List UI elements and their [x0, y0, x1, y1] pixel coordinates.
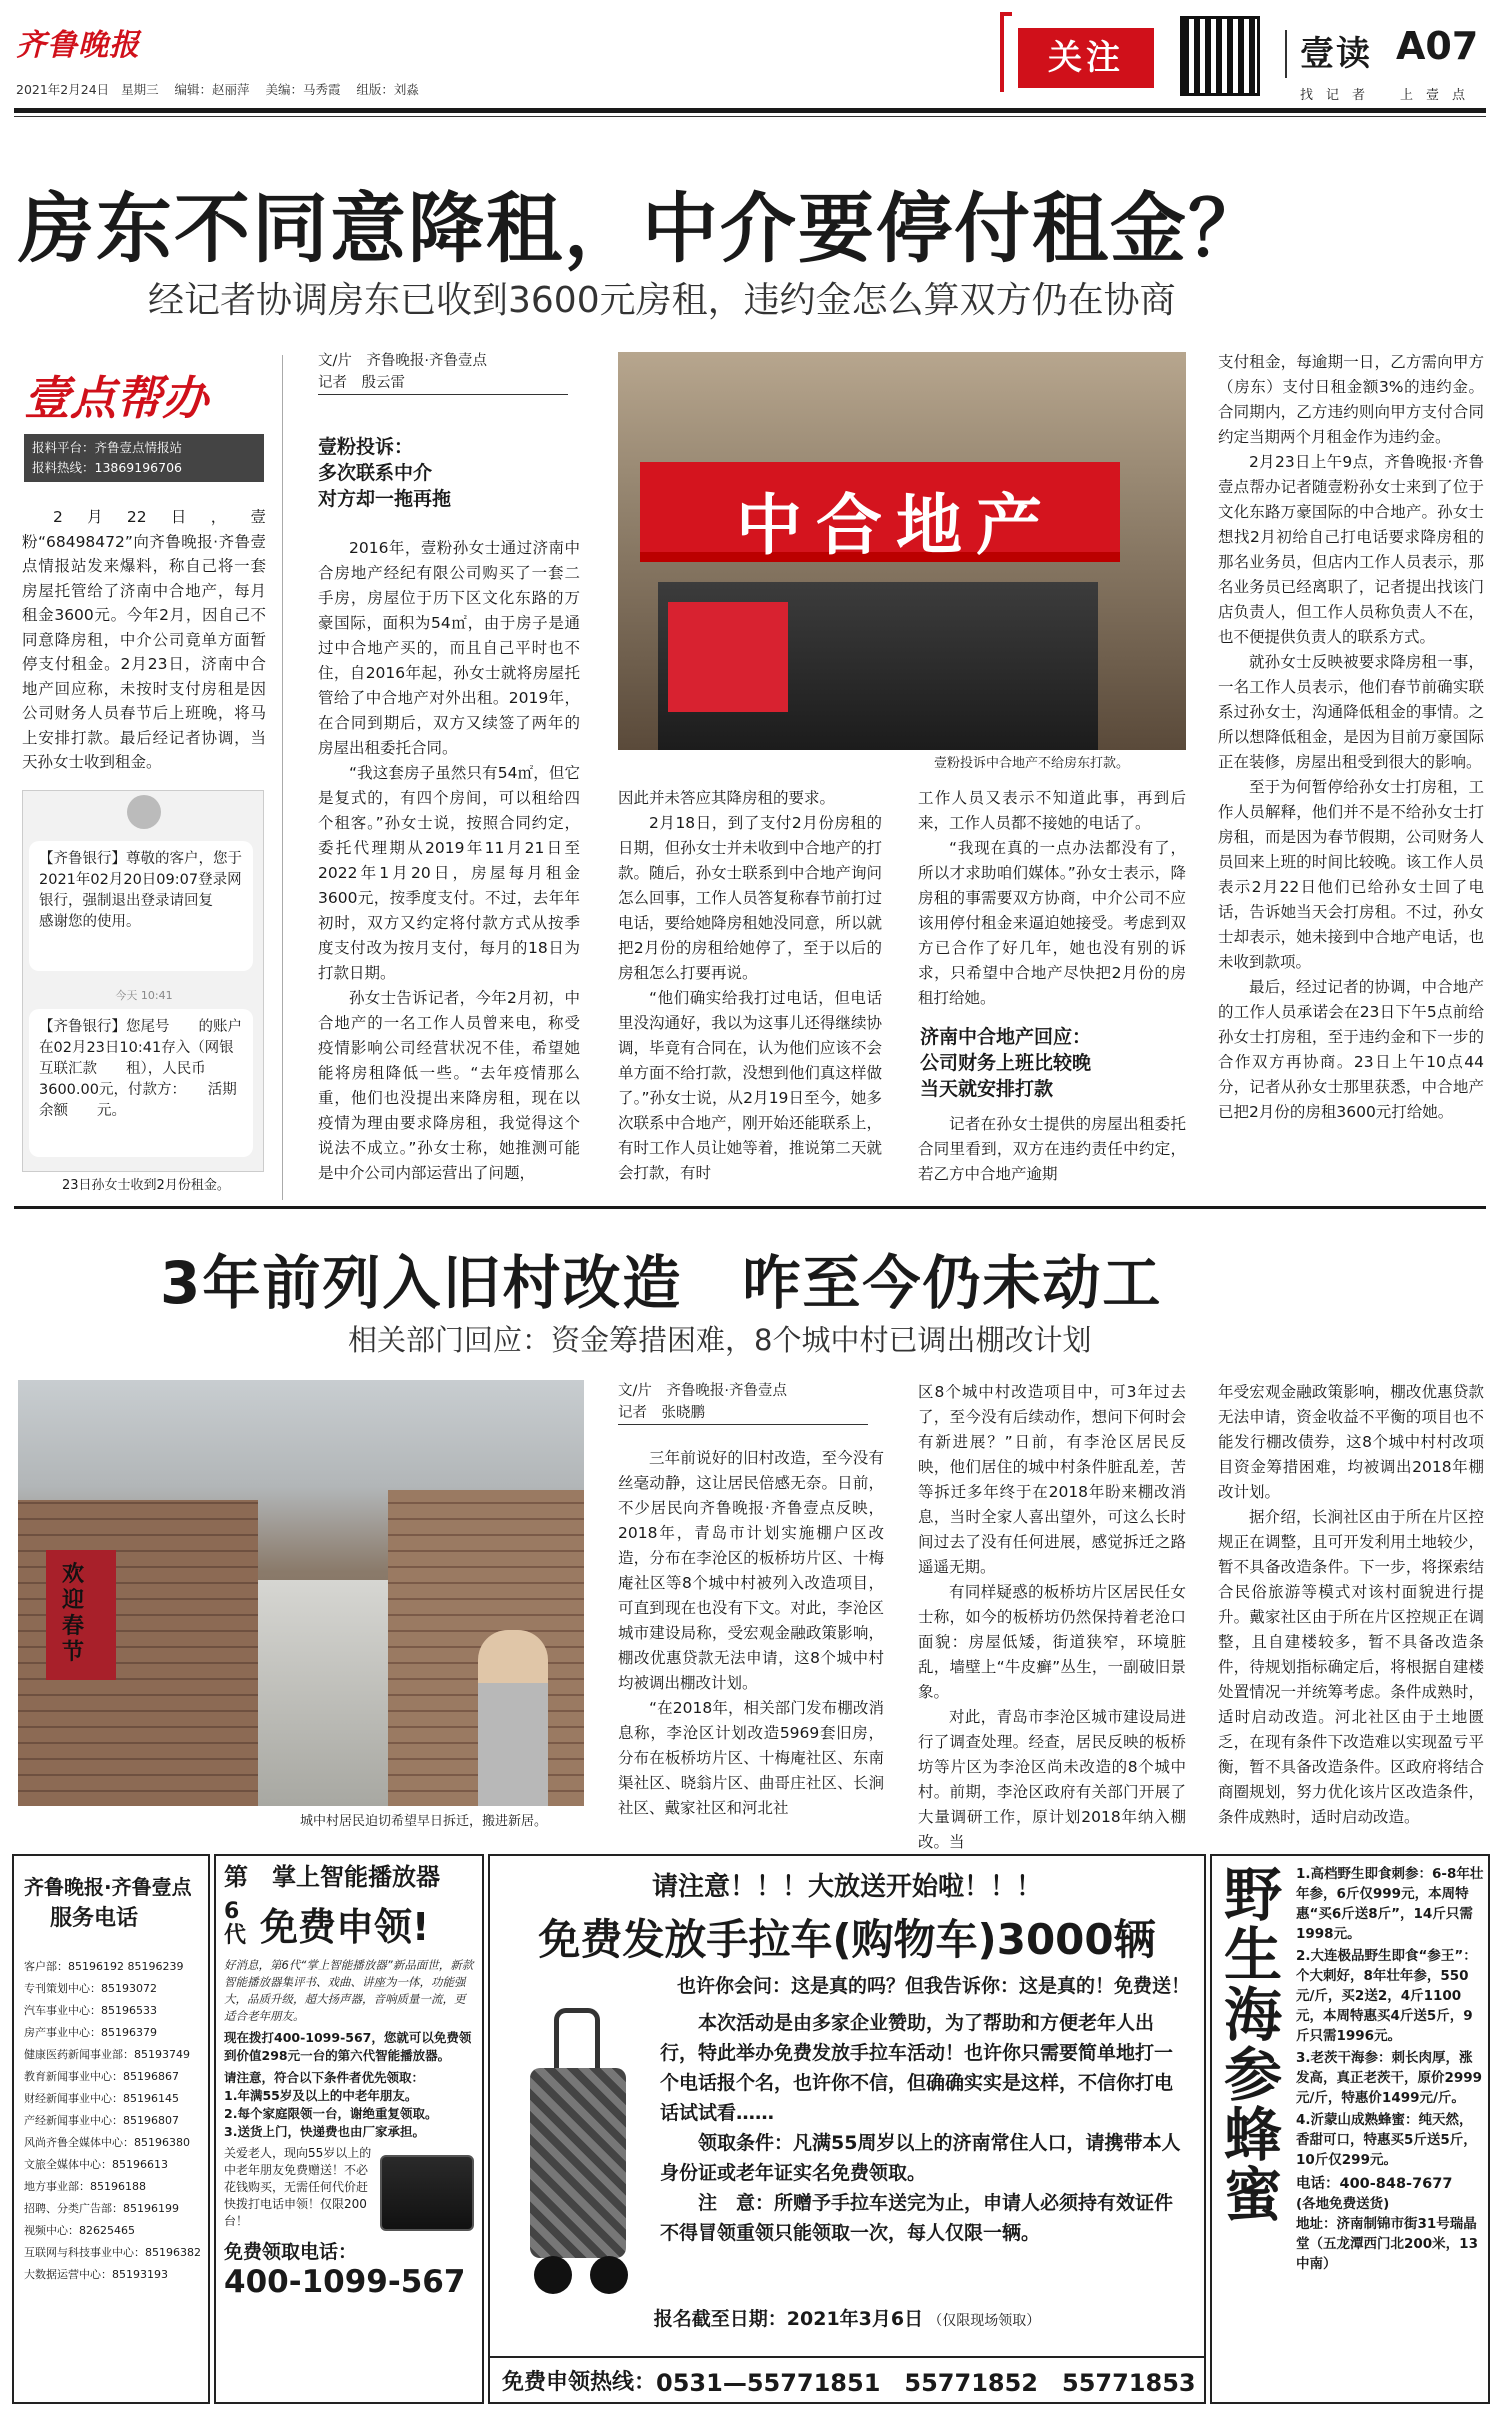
story1-col4	[1218, 350, 1484, 1125]
byline-line-1: 文/片 齐鲁晚报·齐鲁壹点	[618, 1383, 787, 1399]
service-phone-line: 房产事业中心：85196379	[24, 2026, 157, 2039]
ad-services	[12, 1854, 210, 2404]
ad-player-body: 好消息，第6代“掌上智能播放器”新品面世，新款智能播放器集评书、戏曲、讲座为一体，功能强大，品质升级，超大扬声器，音响质量一流，更适合老年朋友。	[224, 1958, 474, 2023]
section-name: 壹读	[1300, 34, 1372, 74]
page-number: A07	[1396, 24, 1479, 68]
paragraph: 2016年，壹粉孙女士通过济南中合房地产经纪有限公司购买了一套二手房，房屋位于历下区文化东路的万豪国际，面积为54㎡，由于房子是通过中合地产买的，而且自己平时也不住，自2016年起，孙女士就将房屋托管给了中合地产对外出租。2019年，在合同到期后，双方又续签了两年的房屋出租委托合同。	[318, 539, 580, 757]
service-phone-line: 地方事业部：85196188	[24, 2180, 146, 2193]
ad-services-title: 齐鲁晚报·齐鲁壹点	[24, 1875, 192, 1899]
designer-credit: 美编：马秀霞	[265, 82, 341, 97]
photo-caption: 壹粉投诉中合地产不给房东打款。	[934, 756, 1130, 771]
man-figure	[478, 1630, 548, 1806]
ad-cart-hotline: 0531—55771851 55771852 55771853	[656, 2368, 1196, 2397]
ad-player-tail: 关爱老人，现向55岁以上的中老年朋友免费赠送！不必花钱购买，无需任何代价赶快拨打电话申领！仅限200台！	[224, 2146, 372, 2228]
sub2-heading	[920, 1024, 1091, 1102]
paragraph: 据介绍，长涧社区由于所在片区控规正在调整，且可开发利用土地较少，暂不具备改造条件。下一步，将探索结合民俗旅游等模式对该村面貌进行提升。戴家社区由于所在片区控规正在调整，且自建楼较多，暂不具备改造条件，待规划指标确定后，将根据自建楼处置情况一并统筹考虑。条件成熟时，适时启动改造。河北社区由于土地匮乏，在现有条件下改造难以实现盈亏平衡，暂不具备改造条件。区政府将结合商圈规划，努力优化该片区改造条件，条件成熟时，适时启动改造。	[1218, 1508, 1484, 1826]
sub2-heading-b: 公司财务上班比较晚	[920, 1052, 1092, 1074]
sub1-heading-b: 多次联系中介	[318, 462, 433, 484]
sms-time: 今天 10:41	[115, 989, 173, 1002]
sms-bubble-1	[29, 841, 253, 971]
paragraph: “在2018年，相关部门发布棚改消息称，李沧区计划改造5969套旧房，分布在板桥坊片区、十梅庵社区、东南渠社区、晓翁片区、曲哥庄社区、长涧社区、戴家社区和河北社	[618, 1699, 884, 1817]
service-phone-line: 教育新闻事业中心：85196867	[24, 2070, 179, 2083]
brand-logo: 壹点帮办	[24, 371, 208, 425]
paragraph: 工作人员又表示不知道此事，再到后来，工作人员都不接她的电话了。	[918, 789, 1186, 832]
ad-honey	[1210, 1854, 1490, 2404]
storefront-sign	[640, 462, 1120, 562]
story2-col3	[1218, 1380, 1484, 1830]
masthead-rule	[14, 108, 1486, 113]
qr-code-icon[interactable]	[1180, 16, 1260, 96]
sms-1-text: 【齐鲁银行】尊敬的客户，您于2021年02月20日09:07登录网银行，强制退出登录请回复 感谢您的使用。	[39, 851, 242, 930]
report-phone: 报料热线：13869196706	[32, 460, 182, 475]
ad-services-subtitle: 服务电话	[50, 1906, 139, 1931]
byline-line-2: 记者 殷云雷	[318, 372, 568, 395]
service-phone-line: 健康医药新闻事业部：85193749	[24, 2048, 190, 2061]
ad-player-cond-2: 2.每个家庭限领一台，谢绝重复领取。	[224, 2106, 438, 2121]
sms-screenshot	[22, 790, 264, 1172]
ad-player-cond-title: 请注意，符合以下条件者优先领取：	[224, 2070, 425, 2085]
ad-cart-hotline-bar	[490, 2356, 1204, 2402]
ad-player-phone-label: 免费领取电话：	[224, 2241, 358, 2263]
ad-cart-attention: 请注意！！！大放送开始啦！！！	[651, 1872, 1042, 1902]
sub1-heading-c: 对方却一拖再拖	[318, 488, 452, 510]
story1-subhead: 经记者协调房东已收到3600元房租，违约金怎么算双方仍在协商	[148, 280, 1176, 321]
story2-photo	[18, 1380, 584, 1806]
ad-honey-item-3: 3.老茨干海参：刺长肉厚，涨发高，真正老茨干，原价2999元/斤，特惠价1499元/斤。	[1296, 2050, 1483, 2106]
ad-honey-tel: 电话：400-848-7677	[1296, 2176, 1453, 2192]
report-info-box	[24, 434, 264, 482]
paragraph: 对此，青岛市李沧区城市建设局进行了调查处理。经查，居民反映的板桥坊等片区为李沧区尚未改造的8个城中村。前期，李沧区政府有关部门开展了大量调研工作，原计划2018年纳入棚改。当	[918, 1708, 1186, 1851]
story1-lead: 2月22日，壹粉“68498472”向齐鲁晚报·齐鲁壹点情报站发来爆料，称自己将一套房屋托管给了济南中合地产，每月租金3600元。今年2月，因自己不同意降房租，中介公司竟单方面暂停支付租金。2月23日，济南中合地产回应称，未按时支付房租是因公司财务人员春节后上班晚，将马上安排打款。最后经记者协调，当天孙女士收到租金。	[22, 508, 266, 771]
sidebar-divider	[282, 355, 283, 1200]
ad-player-cond-3: 3.送货上门，快递费也由厂家承担。	[224, 2124, 425, 2139]
ad-honey-item-1: 1.高档野生即食刺参：6-8年壮年参，6斤仅999元，本周特惠“买6斤送8斤”，14斤只需1998元。	[1296, 1866, 1484, 1942]
story2-col2	[918, 1380, 1186, 1855]
ad-cart-hotline-label: 免费申领热线：	[502, 2369, 657, 2395]
ad-services-list	[24, 1956, 201, 2286]
ad-player-call: 现在拨打400-1099-567，您就可以免费领到价值298元一台的第六代智能播放器。	[224, 2030, 472, 2063]
radio-device-icon	[380, 2155, 474, 2231]
service-phone-line: 汽车事业中心：85196533	[24, 2004, 157, 2017]
ad-player	[214, 1854, 484, 2404]
masthead-divider	[1285, 30, 1287, 78]
ad-cart-tagline: 也许你会问：这是真的吗？但我告诉你：这是真的！免费送！	[676, 1975, 1190, 1997]
cart-bag	[530, 2068, 626, 2258]
service-phone-line: 产经新闻事业中心：85196807	[24, 2114, 179, 2127]
ad-honey-note: (各地免费送货)	[1296, 2196, 1390, 2212]
ad-player-title: 第 掌上智能播放器	[224, 1863, 440, 1891]
story2-subhead: 相关部门回应：资金筹措困难，8个城中村已调出棚改计划	[348, 1323, 1092, 1357]
paragraph: 年受宏观金融政策影响，棚改优惠贷款无法申请，资金收益不平衡的项目也不能发行棚改债券，这8个城中村村改项目资金筹措困难，均被调出2018年棚改计划。	[1218, 1383, 1484, 1501]
paragraph: “他们确实给我打过电话，但电话里没沟通好，我以为这事儿还得继续协调，毕竟有合同在，认为他们应该不会单方面不给打款，没想到他们真这样做了。”孙女士说，从2月19日至今，她多次联系中合地产，刚开始还能联系上，有时工作人员让她等着，推说第二天就会打款，有时	[618, 989, 882, 1182]
story2-headline: 3年前列入旧村改造 咋至今仍未动工	[160, 1249, 1163, 1317]
ad-honey-title: 野生海参蜂蜜	[1214, 1864, 1282, 2224]
service-phone-line: 互联网与科技事业中心：85196382	[24, 2246, 201, 2259]
paragraph: 区8个城中村改造项目中，可3年过去了，至今没有后续动作，想问下何时会有新进展？”日前，有李沧区居民反映，他们居住的城中村条件脏乱差，苦等拆迁多年终于在2018年盼来棚改消息，当时全家人喜出望外，可这么长时间过去了没有任何进展，感觉拆迁之路遥遥无期。	[918, 1383, 1186, 1576]
story2-col1	[618, 1446, 884, 1821]
slogan-right: 上 壹 点	[1400, 88, 1466, 103]
paragraph: 至于为何暂停给孙女士打房租，工作人员解释，他们并不是不给孙女士打房租，而是因为春节假期，公司财务人员回来上班的时间比较晚。该工作人员表示2月22日他们已给孙女士回了电话，告诉她当天会打房租。不过，孙女士却表示，她未接到中合地产电话，也未收到款项。	[1218, 778, 1484, 971]
ad-cart-deadline-note: （仅限现场领取）	[928, 2313, 1041, 2329]
service-phone-line: 文旅全媒体中心：85196613	[24, 2158, 168, 2171]
sub1-heading	[318, 434, 451, 512]
paragraph: 最后，经过记者的协调，中合地产的工作人员承诺会在23日下午5点前给孙女士打房租，至于违约金和下一步的合作双方再协商。23日上午10点44分，记者从孙女士那里获悉，中合地产已把2月份的房租3600元打给她。	[1218, 978, 1484, 1121]
sms-bubble-2	[29, 1009, 253, 1157]
ad-honey-item-2: 2.大连极品野生即食“参王”：个大刺好，8年壮年参，550元/斤，买2送2，4斤1100元，本周特惠买4斤送5斤，9斤只需1996元。	[1296, 1948, 1477, 2044]
paragraph: 2月18日，到了支付2月份房租的日期，但孙女士并未收到中合地产的打款。随后，孙女士联系到中合地产询问怎么回事，工作人员答复称春节前打过电话，要给她降房租她没同意，所以就把2月份的房租给她停了，至于以后的房租怎么打要再说。	[618, 814, 882, 982]
issue-info	[16, 80, 419, 98]
story1-photo	[618, 352, 1186, 750]
ad-player-phone: 400-1099-567	[224, 2264, 466, 2300]
story2-byline	[618, 1380, 868, 1425]
paragraph: 三年前说好的旧村改造，至今没有丝毫动静，这让居民倍感无奈。日前，不少居民向齐鲁晚报·齐鲁壹点反映，2018年，青岛市计划实施棚户区改造，分布在李沧区的板桥坊片区、十梅庵社区等8个城中村被列入改造项目，可直到现在也没有下文。对此，李沧区城市建设局称，受宏观金融政策影响，棚改优惠贷款无法申请，这8个城中村均被调出棚改计划。	[618, 1449, 884, 1692]
service-phone-line: 视频中心：82625465	[24, 2224, 135, 2237]
layout-credit: 组版：刘淼	[356, 82, 419, 97]
story1-headline: 房东不同意降租，中介要停付租金？	[18, 184, 1266, 273]
cart-handle	[554, 2008, 600, 2068]
ad-cart-body-3: 注 意：所赠予手拉车送完为止，申请人必须持有效证件不得冒领重领只能领取一次，每人仅限一辆。	[660, 2192, 1174, 2244]
ad-cart-deadline: 报名截至日期：2021年3月6日	[653, 2308, 924, 2330]
byline-line-2: 记者 张晓鹏	[618, 1402, 868, 1425]
story1-col1	[318, 536, 580, 1186]
masthead-rule-thin	[14, 116, 1486, 117]
sms-caption: 23日孙女士收到2月份租金。	[62, 1178, 230, 1193]
story1-col3-cont	[918, 1112, 1186, 1187]
ad-cart-headline: 免费发放手拉车(购物车)3000辆	[538, 1915, 1156, 1964]
slogan-left: 找 记 者	[1300, 88, 1366, 103]
newspaper-logo: 齐鲁晚报	[16, 28, 140, 63]
alley-path	[258, 1580, 388, 1806]
editor-credit: 编辑：赵丽萍	[174, 82, 250, 97]
issue-weekday: 星期三	[121, 82, 159, 97]
story1-col2	[618, 786, 882, 1186]
sub2-heading-a: 济南中合地产回应：	[920, 1026, 1092, 1048]
door-poster-text: 欢迎春节	[62, 1562, 85, 1665]
ad-cart	[488, 1854, 1206, 2404]
service-phone-line: 专刊策划中心：85193072	[24, 1982, 157, 1995]
story2-photo-caption: 城中村居民迫切希望早日拆迁，搬进新居。	[300, 1814, 548, 1829]
service-phone-line: 客户部：85196192 85196239	[24, 1960, 184, 1973]
column-tag: 关注	[1018, 28, 1154, 88]
service-phone-line: 财经新闻事业中心：85196145	[24, 2092, 179, 2105]
shopping-cart-icon	[504, 2008, 654, 2298]
ad-honey-item-4: 4.沂蒙山成熟蜂蜜：纯天然，香甜可口，特惠买5斤送5斤，10斤仅299元。	[1296, 2112, 1477, 2168]
service-phone-line: 招聘、分类广告部：85196199	[24, 2202, 179, 2215]
service-phone-line: 风尚齐鲁全媒体中心：85196380	[24, 2136, 190, 2149]
story1-byline	[318, 350, 568, 395]
paragraph: 因此并未答应其降房租的要求。	[618, 789, 836, 807]
window-poster	[668, 602, 788, 712]
paragraph: “我这套房子虽然只有54㎡，但它是复式的，有四个房间，可以租给四个租客。”孙女士说，按照合同约定，委托代理期从2019年11月21日至2022年1月20日，房屋每月租金3600元，按季度支付。不过，去年年初时，双方又约定将付款方式从按季度支付改为按月支付，每月的18日为打款日期。	[318, 764, 580, 982]
sms-avatar	[127, 795, 161, 829]
ad-player-gen: 6代	[224, 1898, 247, 1948]
sub1-heading-a: 壹粉投诉：	[318, 436, 414, 458]
story1-col3	[918, 786, 1186, 1011]
report-platform: 报料平台：齐鲁壹点情报站	[32, 440, 183, 455]
cart-wheel	[534, 2256, 572, 2294]
storefront-sign-text: 中合地产	[736, 487, 1056, 564]
ad-cart-body-1: 本次活动是由多家企业赞助，为了帮助和方便老年人出行，特此举办免费发放手拉车活动！也许你只需要简单地打一个电话报个名，也许你不信，但确确实实是这样，不信你打电话试试看……	[660, 2012, 1174, 2124]
story-separator	[14, 1206, 1486, 1209]
sub2-heading-c: 当天就安排打款	[920, 1078, 1054, 1100]
paragraph: “我现在真的一点办法都没有了，所以才求助咱们媒体。”孙女士表示，降房租的事需要双方协商，中介公司不应该用停付租金来逼迫她接受。考虑到双方已合作了好几年，她也没有别的诉求，只希望中合地产尽快把2月份的房租打给她。	[918, 839, 1186, 1007]
issue-date: 2021年2月24日	[16, 82, 110, 97]
paragraph: 孙女士告诉记者，今年2月初，中合地产的一名工作人员曾来电，称受疫情影响公司经营状况不佳，希望她能将房租降低一些。“去年疫情那么重，他们也没提出来降房租，现在以疫情为理由要求降房租，我觉得这个说法不成立。”孙女士称，她推测可能是中介公司内部运营出了问题，	[318, 989, 580, 1182]
sms-2-text: 【齐鲁银行】您尾号 的账户在02月23日10:41存入（网银互联汇款 租），人民币3600.00元，付款方： 活期余额 元。	[39, 1019, 242, 1119]
ad-cart-body-2: 领取条件：凡满55周岁以上的济南常住人口，请携带本人身份证或老年证实名免费领取。	[660, 2132, 1181, 2184]
paragraph: 有同样疑惑的板桥坊片区居民任女士称，如今的板桥坊仍然保持着老沧口面貌：房屋低矮，街道狭窄，环境脏乱，墙壁上“牛皮癣”丛生，一副破旧景象。	[918, 1583, 1186, 1701]
paragraph: 支付租金，每逾期一日，乙方需向甲方（房东）支付日租金额3%的违约金。合同期内，乙方违约则向甲方支付合同约定当期两个月租金作为违约金。	[1218, 353, 1484, 446]
service-phone-line: 大数据运营中心：85193193	[24, 2268, 168, 2281]
ad-honey-address: 地址：济南制锦市街31号瑞晶堂（五龙潭西门北200米，13中南）	[1296, 2216, 1478, 2272]
byline-line-1: 文/片 齐鲁晚报·齐鲁壹点	[318, 353, 487, 369]
ad-player-free: 免费申领!	[260, 1905, 430, 1949]
paragraph: 2月23日上午9点，齐鲁晚报·齐鲁壹点帮办记者随壹粉孙女士来到了位于文化东路万豪国际的中合地产。孙女士想找2月初给自己打电话要求降房租的那名业务员，但店内工作人员表示，那名业务员已经离职了，记者提出找该门店负责人，但工作人员称负责人不在，也不便提供负责人的联系方式。	[1218, 453, 1484, 646]
paragraph: 就孙女士反映被要求降房租一事，一名工作人员表示，他们春节前确实联系过孙女士，沟通降低租金的事情。之所以想降低租金，是因为目前万豪国际正在装修，房屋出租受到很大的影响。	[1218, 653, 1484, 771]
paragraph: 记者在孙女士提供的房屋出租委托合同里看到，双方在违约责任中约定，若乙方中合地产逾期	[918, 1115, 1186, 1183]
ad-player-cond-1: 1.年满55岁及以上的中老年朋友。	[224, 2088, 418, 2103]
tag-bracket	[1000, 12, 1012, 92]
cart-wheel	[590, 2256, 628, 2294]
